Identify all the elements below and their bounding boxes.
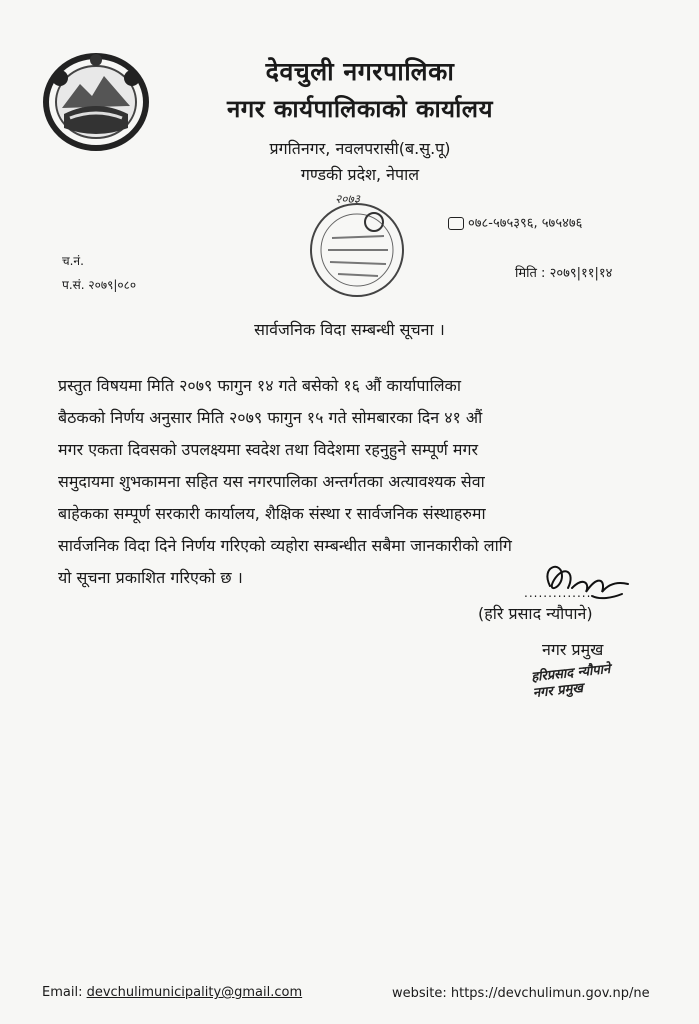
office-name: नगर कार्यपालिकाको कार्यालय bbox=[226, 95, 494, 123]
seal-name: हरिप्रसाद न्यौपाने bbox=[530, 661, 611, 686]
body-line: समुदायमा शुभकामना सहित यस नगरपालिका अन्तर्गतका अत्यावश्यक सेवा bbox=[58, 472, 485, 491]
office-round-stamp-icon bbox=[292, 192, 422, 302]
body-line: बाहेकका सम्पूर्ण सरकारी कार्यालय, शैक्षिक संस्था र सार्वजनिक संस्थाहरुमा bbox=[58, 504, 486, 523]
phone-number bbox=[448, 213, 582, 231]
name-seal bbox=[531, 662, 613, 702]
seal-title: नगर प्रमुख bbox=[532, 680, 584, 702]
signature-line: ............... bbox=[524, 586, 597, 600]
dispatch-number: च.नं. bbox=[62, 254, 84, 268]
body-line: सार्वजनिक विदा दिने निर्णय गरिएको व्यहोरा सम्बन्धीत सबैमा जानकारीको लागि bbox=[58, 536, 512, 555]
handwritten-signature bbox=[528, 558, 638, 608]
nepal-government-emblem-icon bbox=[40, 48, 152, 152]
footer-email bbox=[42, 985, 302, 1000]
stamp-year: २०७३ bbox=[335, 192, 360, 206]
letter-date: मिति : २०७९|११|१४ bbox=[515, 266, 613, 281]
email-label: Email: bbox=[42, 985, 83, 1000]
email-link[interactable]: devchulimunicipality@gmail.com bbox=[86, 985, 303, 1000]
footer-website[interactable]: website: https://devchulimun.gov.np/ne bbox=[392, 986, 650, 1001]
notice-subject: सार्वजनिक विदा सम्बन्धी सूचना । bbox=[254, 320, 445, 339]
body-line: मगर एकता दिवसको उपलक्ष्यमा स्वदेश तथा विदेशमा रहनुहुने सम्पूर्ण मगर bbox=[58, 440, 478, 459]
letter-number: प.सं. २०७९|०८० bbox=[62, 278, 137, 292]
signatory-title: नगर प्रमुख bbox=[542, 640, 604, 659]
office-address: प्रगतिनगर, नवलपरासी(ब.सु.पू) bbox=[269, 139, 451, 158]
province-country: गण्डकी प्रदेश, नेपाल bbox=[300, 165, 420, 184]
signatory-name: (हरि प्रसाद न्यौपाने) bbox=[478, 604, 593, 623]
phone-text: ०७८-५७५३९६, ५७५४७६ bbox=[468, 216, 583, 231]
body-line: प्रस्तुत विषयमा मिति २०७९ फागुन १४ गते बसेको १६ औं कार्यापालिका bbox=[58, 376, 461, 395]
body-line: यो सूचना प्रकाशित गरिएको छ । bbox=[58, 568, 243, 587]
telephone-icon bbox=[448, 217, 464, 230]
body-line: बैठकको निर्णय अनुसार मिति २०७९ फागुन १५ गते सोमबारका दिन ४१ औं bbox=[58, 408, 483, 427]
municipality-name: देवचुली नगरपालिका bbox=[265, 57, 455, 86]
